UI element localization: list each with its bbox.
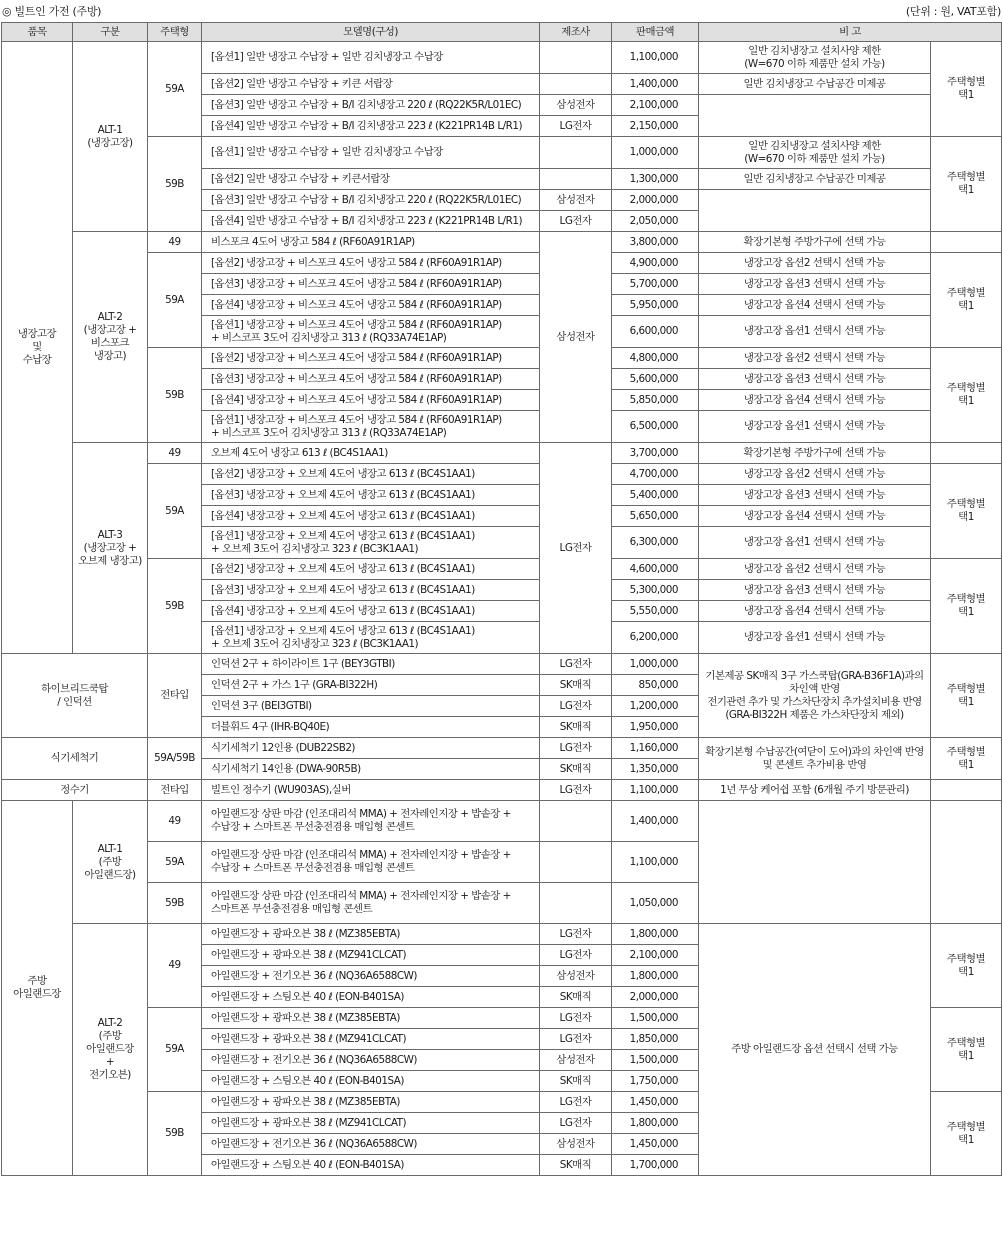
note-cell: 냉장고장 옵션1 선택시 선택 가능 — [699, 316, 931, 348]
unit-type-cell: 59B — [148, 137, 202, 232]
model-cell: 식기세척기 12인용 (DUB22SB2) — [202, 738, 540, 759]
model-cell: 오브제 4도어 냉장고 613 ℓ (BC4S1AA1) — [202, 443, 540, 464]
model-cell: 빌트인 정수기 (WU903AS),실버 — [202, 780, 540, 801]
model-cell: [옵션3] 냉장고장 + 비스포크 4도어 냉장고 584 ℓ (RF60A91R1AP) — [202, 369, 540, 390]
maker-cell: LG전자 — [540, 654, 612, 675]
maker-cell — [540, 883, 612, 924]
table-row — [2, 232, 1002, 253]
maker-cell — [540, 74, 612, 95]
maker-cell: LG전자 — [540, 1029, 612, 1050]
note-cell: 확장기본형 주방가구에 선택 가능 — [699, 232, 931, 253]
price-cell: 1,800,000 — [612, 966, 699, 987]
maker-cell: 삼성전자 — [540, 190, 612, 211]
model-cell: 아일랜드장 + 광파오븐 38 ℓ (MZ941CLCAT) — [202, 1029, 540, 1050]
col-remarks: 비 고 — [699, 23, 1002, 42]
maker-cell — [540, 137, 612, 169]
note-cell: 냉장고장 옵션4 선택시 선택 가능 — [699, 295, 931, 316]
model-cell: [옵션2] 냉장고장 + 오브제 4도어 냉장고 613 ℓ (BC4S1AA1) — [202, 464, 540, 485]
price-cell: 6,500,000 — [612, 411, 699, 443]
maker-cell: LG전자 — [540, 780, 612, 801]
note-cell — [699, 190, 931, 232]
selection-cell: 주택형별 택1 — [931, 1008, 1002, 1092]
selection-cell: 주택형별 택1 — [931, 42, 1002, 137]
model-cell: [옵션3] 일반 냉장고 수납장 + B/I 김치냉장고 220 ℓ (RQ22K5R/L01EC) — [202, 190, 540, 211]
price-cell: 2,050,000 — [612, 211, 699, 232]
selection-cell: 주택형별 택1 — [931, 924, 1002, 1008]
maker-cell: LG전자 — [540, 1008, 612, 1029]
model-cell: [옵션4] 냉장고장 + 비스포크 4도어 냉장고 584 ℓ (RF60A91R1AP) — [202, 295, 540, 316]
selection-cell — [931, 232, 1002, 253]
price-cell: 1,000,000 — [612, 654, 699, 675]
selection-cell: 주택형별 택1 — [931, 1092, 1002, 1176]
table-row — [2, 464, 1002, 485]
price-cell: 5,600,000 — [612, 369, 699, 390]
table-row — [2, 42, 1002, 74]
selection-cell: 주택형별 택1 — [931, 559, 1002, 654]
maker-cell: LG전자 — [540, 211, 612, 232]
price-cell: 1,160,000 — [612, 738, 699, 759]
unit-type-cell: 59B — [148, 883, 202, 924]
price-cell: 5,300,000 — [612, 580, 699, 601]
unit-type-cell: 59A — [148, 464, 202, 559]
price-cell: 5,650,000 — [612, 506, 699, 527]
note-cell: 냉장고장 옵션2 선택시 선택 가능 — [699, 348, 931, 369]
section-title: ◎ 빌트인 가전 (주방) — [2, 5, 102, 18]
maker-cell: LG전자 — [540, 443, 612, 654]
price-cell: 1,450,000 — [612, 1134, 699, 1155]
division-cell: ALT-2 (냉장고장 + 비스포크 냉장고) — [73, 232, 148, 443]
model-cell: [옵션2] 냉장고장 + 비스포크 4도어 냉장고 584 ℓ (RF60A91R1AP) — [202, 253, 540, 274]
price-cell: 1,800,000 — [612, 924, 699, 945]
unit-type-cell: 59A — [148, 42, 202, 137]
model-cell: [옵션4] 냉장고장 + 비스포크 4도어 냉장고 584 ℓ (RF60A91R1AP) — [202, 390, 540, 411]
selection-cell: 주택형별 택1 — [931, 348, 1002, 443]
maker-cell: LG전자 — [540, 696, 612, 717]
note-cell: 확장기본형 주방가구에 선택 가능 — [699, 443, 931, 464]
note-cell: 냉장고장 옵션3 선택시 선택 가능 — [699, 274, 931, 295]
model-cell: [옵션1] 냉장고장 + 비스포크 4도어 냉장고 584 ℓ (RF60A91R1AP) + 비스코프 3도어 김치냉장고 313 ℓ (RQ33A74E1AP) — [202, 411, 540, 443]
model-cell: 아일랜드장 + 광파오븐 38 ℓ (MZ941CLCAT) — [202, 1113, 540, 1134]
selection-cell: 주택형별 택1 — [931, 654, 1002, 738]
price-cell: 1,200,000 — [612, 696, 699, 717]
model-cell: 아일랜드장 + 전기오븐 36 ℓ (NQ36A6588CW) — [202, 1134, 540, 1155]
model-cell: [옵션2] 일반 냉장고 수납장 + 키큰서랍장 — [202, 169, 540, 190]
maker-cell: LG전자 — [540, 1092, 612, 1113]
model-cell: 아일랜드장 상판 마감 (인조대리석 MMA) + 전자레인지장 + 밥솥장 + 수납장 + 스마트폰 무선충전겸용 매입형 콘센트 — [202, 842, 540, 883]
maker-cell: LG전자 — [540, 1113, 612, 1134]
model-cell: [옵션3] 냉장고장 + 오브제 4도어 냉장고 613 ℓ (BC4S1AA1) — [202, 580, 540, 601]
price-cell: 1,100,000 — [612, 842, 699, 883]
maker-cell — [540, 169, 612, 190]
price-cell: 1,850,000 — [612, 1029, 699, 1050]
category-cell: 주방 아일랜드장 — [2, 801, 73, 1176]
model-cell: 아일랜드장 + 광파오븐 38 ℓ (MZ385EBTA) — [202, 924, 540, 945]
note-cell: 냉장고장 옵션3 선택시 선택 가능 — [699, 485, 931, 506]
price-cell: 1,800,000 — [612, 1113, 699, 1134]
model-cell: 아일랜드장 + 광파오븐 38 ℓ (MZ385EBTA) — [202, 1092, 540, 1113]
col-division: 구분 — [73, 23, 148, 42]
col-price: 판매금액 — [612, 23, 699, 42]
price-cell: 1,050,000 — [612, 883, 699, 924]
model-cell: 아일랜드장 + 광파오븐 38 ℓ (MZ385EBTA) — [202, 1008, 540, 1029]
unit-type-cell: 59A/59B — [148, 738, 202, 780]
top-caption — [0, 0, 1003, 22]
table-row — [2, 738, 1002, 759]
price-cell: 2,100,000 — [612, 95, 699, 116]
maker-cell: LG전자 — [540, 945, 612, 966]
price-cell: 1,300,000 — [612, 169, 699, 190]
note-cell: 냉장고장 옵션4 선택시 선택 가능 — [699, 390, 931, 411]
price-cell: 5,850,000 — [612, 390, 699, 411]
price-cell: 6,200,000 — [612, 622, 699, 654]
unit-type-cell: 49 — [148, 924, 202, 1008]
note-cell: 냉장고장 옵션1 선택시 선택 가능 — [699, 411, 931, 443]
table-row — [2, 137, 1002, 169]
model-cell: 아일랜드장 + 광파오븐 38 ℓ (MZ941CLCAT) — [202, 945, 540, 966]
model-cell: [옵션1] 냉장고장 + 비스포크 4도어 냉장고 584 ℓ (RF60A91R1AP) + 비스코프 3도어 김치냉장고 313 ℓ (RQ33A74E1AP) — [202, 316, 540, 348]
model-cell: [옵션1] 냉장고장 + 오브제 4도어 냉장고 613 ℓ (BC4S1AA1) + 오브제 3도어 김치냉장고 323 ℓ (BC3K1AA1) — [202, 527, 540, 559]
price-cell: 6,600,000 — [612, 316, 699, 348]
maker-cell: SK매직 — [540, 759, 612, 780]
price-cell: 1,700,000 — [612, 1155, 699, 1176]
note-cell: 1년 무상 케어쉽 포함 (6개월 주기 방문관리) — [699, 780, 931, 801]
model-cell: 아일랜드장 + 전기오븐 36 ℓ (NQ36A6588CW) — [202, 1050, 540, 1071]
model-cell: [옵션1] 일반 냉장고 수납장 + 일반 김치냉장고 수납장 — [202, 42, 540, 74]
unit-type-cell: 전타입 — [148, 780, 202, 801]
price-cell: 4,700,000 — [612, 464, 699, 485]
note-cell — [699, 801, 931, 924]
model-cell: [옵션2] 일반 냉장고 수납장 + 키큰 서랍장 — [202, 74, 540, 95]
unit-type-cell: 전타입 — [148, 654, 202, 738]
note-cell: 주방 아일랜드장 옵션 선택시 선택 가능 — [699, 924, 931, 1176]
col-unit-type: 주택형 — [148, 23, 202, 42]
price-cell: 3,700,000 — [612, 443, 699, 464]
table-row — [2, 654, 1002, 675]
model-cell: 아일랜드장 + 스팀오븐 40 ℓ (EON-B401SA) — [202, 1155, 540, 1176]
maker-cell: 삼성전자 — [540, 1050, 612, 1071]
model-cell: [옵션4] 냉장고장 + 오브제 4도어 냉장고 613 ℓ (BC4S1AA1) — [202, 506, 540, 527]
maker-cell: SK매직 — [540, 675, 612, 696]
unit-label: (단위 : 원, VAT포함) — [905, 5, 1001, 18]
model-cell: [옵션4] 냉장고장 + 오브제 4도어 냉장고 613 ℓ (BC4S1AA1) — [202, 601, 540, 622]
note-cell: 냉장고장 옵션2 선택시 선택 가능 — [699, 559, 931, 580]
price-cell: 1,000,000 — [612, 137, 699, 169]
note-cell: 일반 김치냉장고 설치사양 제한 (W=670 이하 제품만 설치 가능) — [699, 42, 931, 74]
price-cell: 1,100,000 — [612, 42, 699, 74]
table-row — [2, 348, 1002, 369]
selection-cell — [931, 801, 1002, 924]
note-cell: 냉장고장 옵션3 선택시 선택 가능 — [699, 580, 931, 601]
price-cell: 1,500,000 — [612, 1008, 699, 1029]
maker-cell: 삼성전자 — [540, 95, 612, 116]
maker-cell: 삼성전자 — [540, 232, 612, 443]
category-cell: 냉장고장 및 수납장 — [2, 42, 73, 654]
table-header — [2, 23, 1002, 42]
unit-type-cell: 49 — [148, 801, 202, 842]
category-cell: 식기세척기 — [2, 738, 148, 780]
note-cell: 냉장고장 옵션1 선택시 선택 가능 — [699, 527, 931, 559]
maker-cell: 삼성전자 — [540, 1134, 612, 1155]
model-cell: 아일랜드장 + 스팀오븐 40 ℓ (EON-B401SA) — [202, 1071, 540, 1092]
selection-cell: 주택형별 택1 — [931, 253, 1002, 348]
unit-type-cell: 49 — [148, 232, 202, 253]
model-cell: [옵션3] 냉장고장 + 비스포크 4도어 냉장고 584 ℓ (RF60A91R1AP) — [202, 274, 540, 295]
price-cell: 1,400,000 — [612, 74, 699, 95]
price-cell: 4,800,000 — [612, 348, 699, 369]
model-cell: [옵션1] 냉장고장 + 오브제 4도어 냉장고 613 ℓ (BC4S1AA1) + 오브제 3도어 김치냉장고 323 ℓ (BC3K1AA1) — [202, 622, 540, 654]
model-cell: [옵션1] 일반 냉장고 수납장 + 일반 김치냉장고 수납장 — [202, 137, 540, 169]
table-row — [2, 801, 1002, 842]
unit-type-cell: 49 — [148, 443, 202, 464]
maker-cell — [540, 42, 612, 74]
table-row — [2, 559, 1002, 580]
table-row — [2, 780, 1002, 801]
model-cell: [옵션4] 일반 냉장고 수납장 + B/I 김치냉장고 223 ℓ (K221PR14B L/R1) — [202, 116, 540, 137]
model-cell: 인덕션 2구 + 하이라이트 1구 (BEY3GTBI) — [202, 654, 540, 675]
price-cell: 4,600,000 — [612, 559, 699, 580]
price-table — [1, 22, 1002, 1176]
division-cell: ALT-3 (냉장고장 + 오브제 냉장고) — [73, 443, 148, 654]
note-cell: 일반 김치냉장고 수납공간 미제공 — [699, 169, 931, 190]
model-cell: 비스포크 4도어 냉장고 584 ℓ (RF60A91R1AP) — [202, 232, 540, 253]
model-cell: 아일랜드장 상판 마감 (인조대리석 MMA) + 전자레인지장 + 밥솥장 + 스마트폰 무선충전겸용 매입형 콘센트 — [202, 883, 540, 924]
selection-cell: 주택형별 택1 — [931, 738, 1002, 780]
model-cell: [옵션3] 냉장고장 + 오브제 4도어 냉장고 613 ℓ (BC4S1AA1) — [202, 485, 540, 506]
col-model: 모델명(구성) — [202, 23, 540, 42]
price-cell: 1,950,000 — [612, 717, 699, 738]
model-cell: [옵션4] 일반 냉장고 수납장 + B/I 김치냉장고 223 ℓ (K221PR14B L/R1) — [202, 211, 540, 232]
price-cell: 3,800,000 — [612, 232, 699, 253]
maker-cell: SK매직 — [540, 1071, 612, 1092]
model-cell: 아일랜드장 상판 마감 (인조대리석 MMA) + 전자레인지장 + 밥솥장 + 수납장 + 스마트폰 무선충전겸용 매입형 콘센트 — [202, 801, 540, 842]
division-cell: ALT-1 (냉장고장) — [73, 42, 148, 232]
maker-cell — [540, 842, 612, 883]
model-cell: [옵션2] 냉장고장 + 오브제 4도어 냉장고 613 ℓ (BC4S1AA1) — [202, 559, 540, 580]
unit-type-cell: 59A — [148, 842, 202, 883]
price-cell: 1,750,000 — [612, 1071, 699, 1092]
col-category: 품목 — [2, 23, 73, 42]
model-cell: 아일랜드장 + 스팀오븐 40 ℓ (EON-B401SA) — [202, 987, 540, 1008]
model-cell: [옵션2] 냉장고장 + 비스포크 4도어 냉장고 584 ℓ (RF60A91R1AP) — [202, 348, 540, 369]
price-cell: 5,400,000 — [612, 485, 699, 506]
maker-cell: SK매직 — [540, 717, 612, 738]
price-cell: 2,000,000 — [612, 190, 699, 211]
price-cell: 2,000,000 — [612, 987, 699, 1008]
unit-type-cell: 59A — [148, 1008, 202, 1092]
price-cell: 4,900,000 — [612, 253, 699, 274]
model-cell: 인덕션 2구 + 가스 1구 (GRA-BI322H) — [202, 675, 540, 696]
price-cell: 5,550,000 — [612, 601, 699, 622]
model-cell: 아일랜드장 + 전기오븐 36 ℓ (NQ36A6588CW) — [202, 966, 540, 987]
selection-cell: 주택형별 택1 — [931, 137, 1002, 232]
price-cell: 2,100,000 — [612, 945, 699, 966]
table-row — [2, 924, 1002, 945]
note-cell: 냉장고장 옵션2 선택시 선택 가능 — [699, 253, 931, 274]
maker-cell: SK매직 — [540, 987, 612, 1008]
unit-type-cell: 59B — [148, 348, 202, 443]
price-cell: 2,150,000 — [612, 116, 699, 137]
price-cell: 1,450,000 — [612, 1092, 699, 1113]
table-row — [2, 443, 1002, 464]
category-cell: 하이브리드쿡탑 / 인덕션 — [2, 654, 148, 738]
unit-type-cell: 59B — [148, 1092, 202, 1176]
note-cell: 기본제공 SK매직 3구 가스쿡탑(GRA-B36F1A)과의 차인액 반영 전기관련 추가 및 가스차단장치 추가설치비용 반영 (GRA-BI322H 제품은 가스차단장치 제외) — [699, 654, 931, 738]
selection-cell — [931, 443, 1002, 464]
model-cell: 더블휘드 4구 (IHR-BQ40E) — [202, 717, 540, 738]
category-cell: 정수기 — [2, 780, 148, 801]
price-cell: 1,400,000 — [612, 801, 699, 842]
note-cell: 냉장고장 옵션3 선택시 선택 가능 — [699, 369, 931, 390]
division-cell: ALT-2 (주방 아일랜드장 + 전기오븐) — [73, 924, 148, 1176]
selection-cell: 주택형별 택1 — [931, 464, 1002, 559]
selection-cell — [931, 780, 1002, 801]
note-cell: 일반 김치냉장고 수납공간 미제공 — [699, 74, 931, 95]
table-row — [2, 253, 1002, 274]
col-maker: 제조사 — [540, 23, 612, 42]
maker-cell: LG전자 — [540, 738, 612, 759]
price-cell: 6,300,000 — [612, 527, 699, 559]
note-cell — [699, 95, 931, 137]
note-cell: 냉장고장 옵션2 선택시 선택 가능 — [699, 464, 931, 485]
unit-type-cell: 59A — [148, 253, 202, 348]
price-cell: 850,000 — [612, 675, 699, 696]
maker-cell — [540, 801, 612, 842]
price-cell: 1,100,000 — [612, 780, 699, 801]
maker-cell: LG전자 — [540, 116, 612, 137]
note-cell: 냉장고장 옵션1 선택시 선택 가능 — [699, 622, 931, 654]
model-cell: 인덕션 3구 (BEI3GTBI) — [202, 696, 540, 717]
note-cell: 일반 김치냉장고 설치사양 제한 (W=670 이하 제품만 설치 가능) — [699, 137, 931, 169]
unit-type-cell: 59B — [148, 559, 202, 654]
maker-cell: 삼성전자 — [540, 966, 612, 987]
price-cell: 1,350,000 — [612, 759, 699, 780]
maker-cell: SK매직 — [540, 1155, 612, 1176]
note-cell: 확장기본형 수납공간(여닫이 도어)과의 차인액 반영 및 콘센트 추가비용 반영 — [699, 738, 931, 780]
price-cell: 1,500,000 — [612, 1050, 699, 1071]
note-cell: 냉장고장 옵션4 선택시 선택 가능 — [699, 601, 931, 622]
price-cell: 5,700,000 — [612, 274, 699, 295]
price-cell: 5,950,000 — [612, 295, 699, 316]
model-cell: 식기세척기 14인용 (DWA-90R5B) — [202, 759, 540, 780]
model-cell: [옵션3] 일반 냉장고 수납장 + B/I 김치냉장고 220 ℓ (RQ22K5R/L01EC) — [202, 95, 540, 116]
note-cell: 냉장고장 옵션4 선택시 선택 가능 — [699, 506, 931, 527]
maker-cell: LG전자 — [540, 924, 612, 945]
division-cell: ALT-1 (주방 아일랜드장) — [73, 801, 148, 924]
